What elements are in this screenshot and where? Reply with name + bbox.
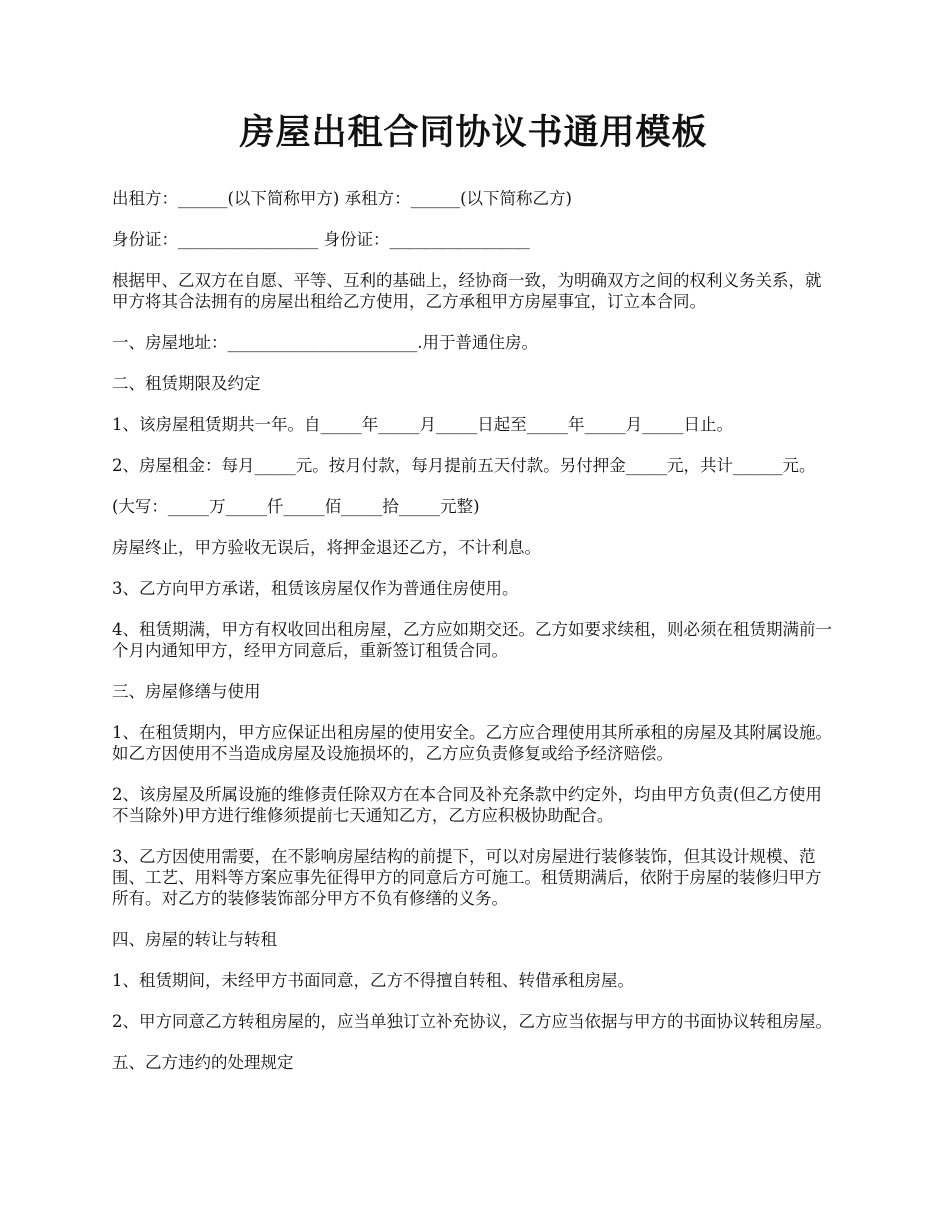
clause-3-1-safety: 1、在租赁期内，甲方应保证出租房屋的使用安全。乙方应合理使用其所承租的房屋及其附属设施。如乙方因使用不当造成房屋及设施损坏的，乙方应负责修复或给予经济赔偿。 <box>112 723 832 763</box>
clause-3-2-maintenance: 2、该房屋及所属设施的维修责任除双方在本合同及补充条款中约定外，均由甲方负责(但乙方使用不当除外)甲方进行维修须提前七天通知乙方，乙方应积极协助配合。 <box>112 785 822 825</box>
section-2-heading: 二、租赁期限及约定 <box>112 374 261 393</box>
id-card-line: 身份证：_________________ 身份证：_________________ <box>112 230 530 249</box>
document-title: 房屋出租合同协议书通用模板 <box>239 112 708 153</box>
deposit-return: 房屋终止，甲方验收无误后，将押金退还乙方，不计利息。 <box>112 538 541 557</box>
clause-3-3-decoration: 3、乙方因使用需要，在不影响房屋结构的前提下，可以对房屋进行装修装饰，但其设计规模、范围、工艺、用料等方案应事先征得甲方的同意后方可施工。租赁期满后，依附于房屋的装修归甲方所有。对乙方的装修装饰部分甲方不负有修缮的义务。 <box>112 847 822 908</box>
clause-4-1-sublet: 1、租赁期间，未经甲方书面同意，乙方不得擅自转租、转借承租房屋。 <box>112 971 634 990</box>
clause-2-3-usage: 3、乙方向甲方承诺，租赁该房屋仅作为普通住房使用。 <box>112 579 519 598</box>
preamble-paragraph: 根据甲、乙双方在自愿、平等、互利的基础上，经协商一致，为明确双方之间的权利义务关系，就甲方将其合法拥有的房屋出租给乙方使用，乙方承租甲方房屋事宜，订立本合同。 <box>112 271 822 311</box>
parties-line: 出租方：______(以下简称甲方) 承租方：______(以下简称乙方) <box>112 189 572 208</box>
clause-4-2-agreement: 2、甲方同意乙方转租房屋的，应当单独订立补充协议，乙方应当依据与甲方的书面协议转租房屋。 <box>112 1012 832 1031</box>
clause-2-1-term: 1、该房屋租赁期共一年。自_____年_____月_____日起至_____年_____月_____日止。 <box>112 415 733 434</box>
section-1-address: 一、房屋地址：_______________________.用于普通住房。 <box>112 333 538 352</box>
clause-2-4-renewal: 4、租赁期满，甲方有权收回出租房屋，乙方应如期交还。乙方如要求续租，则必须在租赁期满前一个月内通知甲方，经甲方同意后，重新签订租赁合同。 <box>112 620 832 660</box>
section-5-heading: 五、乙方违约的处理规定 <box>112 1053 294 1072</box>
section-4-heading: 四、房屋的转让与转租 <box>112 930 277 949</box>
section-3-heading: 三、房屋修缮与使用 <box>112 682 261 701</box>
rent-in-words: (大写：_____万_____仟_____佰_____拾_____元整) <box>112 497 480 516</box>
clause-2-2-rent: 2、房屋租金：每月_____元。按月付款，每月提前五天付款。另付押金_____元，共计______元。 <box>112 456 816 475</box>
